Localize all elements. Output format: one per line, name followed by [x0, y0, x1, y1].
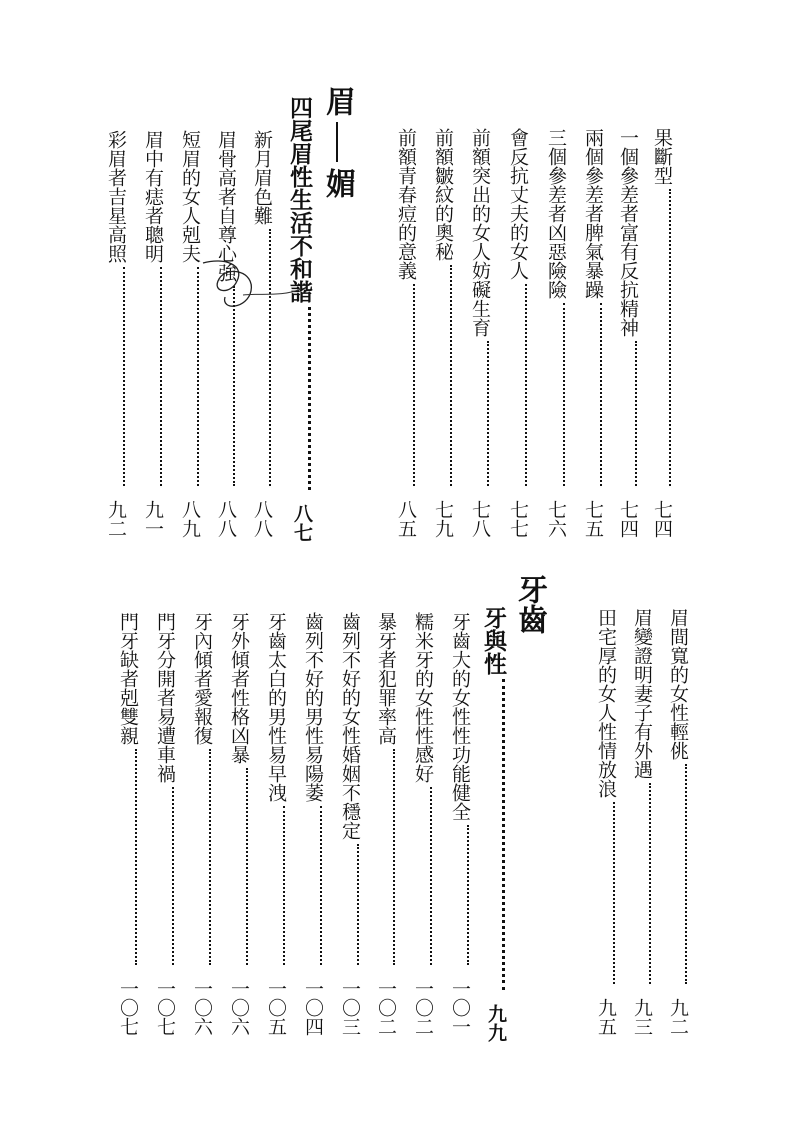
entry-title: 門牙分開者易遭車禍: [154, 612, 176, 783]
page-number: 八八: [251, 500, 273, 538]
title-dash: [336, 122, 338, 162]
page-number: 八八: [215, 500, 237, 538]
dot-leader: [482, 679, 505, 990]
dot-leader: [596, 802, 615, 984]
dot-leader: [266, 806, 285, 965]
entry-title: 牙內傾者愛報復: [191, 612, 213, 745]
page-number: 七九: [432, 500, 454, 538]
toc-entry: [155, 612, 174, 1036]
section-title-sub: 媚: [320, 168, 355, 198]
dot-leader: [216, 286, 235, 486]
page-number: 一〇六: [191, 979, 213, 1036]
page-number: 九二: [667, 998, 689, 1036]
toc-entry: [596, 608, 615, 1036]
dot-leader: [376, 749, 395, 965]
page-number: 一〇二: [412, 979, 434, 1036]
toc-entry: [433, 128, 452, 538]
entry-title: 短眉的女人剋夫: [179, 130, 201, 263]
entry-title: 暴牙者犯罪率高: [375, 612, 397, 745]
page-number: 九五: [595, 998, 617, 1036]
page-number: 九一: [142, 500, 164, 538]
entry-title: 一個參差者富有反抗精神: [617, 128, 639, 337]
entry-title: 牙齒太白的男性易早洩: [265, 612, 287, 802]
entry-title: 門牙缺者剋雙親: [117, 612, 139, 745]
dot-leader: [396, 284, 415, 486]
dot-leader: [668, 764, 687, 984]
entry-title: 眉間寬的女性輕佻: [667, 608, 689, 760]
entry-title: 彩眉者吉星高照: [105, 130, 127, 263]
toc-entry: [618, 128, 637, 538]
toc-entry: [192, 612, 211, 1036]
toc-entry: [266, 612, 285, 1036]
dot-leader: [450, 825, 469, 965]
toc-entry: [376, 612, 395, 1036]
page-number: 一〇七: [117, 979, 139, 1036]
entry-title: 田宅厚的女人性情放浪: [595, 608, 617, 798]
dot-leader: [618, 341, 637, 486]
dot-leader: [229, 768, 248, 965]
toc-entry: [413, 612, 432, 1036]
dot-leader: [192, 749, 211, 965]
section-title-main: 眉: [320, 86, 355, 116]
dot-leader: [413, 787, 432, 965]
page-number: 八五: [395, 500, 417, 538]
section-title: [320, 86, 355, 198]
entry-title: 牙外傾者性格凶暴: [228, 612, 250, 764]
dot-leader: [118, 749, 137, 965]
page-number: 七四: [651, 500, 673, 538]
page-number: 一〇二: [375, 979, 397, 1036]
entry-title: 前額突出的女人妨礙生育: [469, 128, 491, 337]
entry-title: 會反抗丈夫的女人: [507, 128, 529, 280]
entry-title: 眉變證明妻子有外遇: [631, 608, 653, 779]
dot-leader: [583, 303, 602, 486]
page-number: 一〇六: [228, 979, 250, 1036]
dot-leader: [288, 307, 311, 490]
toc-entry: [583, 128, 602, 538]
entry-title: 前額皺紋的奧秘: [432, 128, 454, 261]
dot-leader: [340, 844, 359, 965]
toc-entry: [508, 128, 527, 538]
toc-entry: [118, 612, 137, 1036]
dot-leader: [143, 267, 162, 486]
page-number: 七五: [582, 500, 604, 538]
page-number: 七七: [507, 500, 529, 538]
toc-entry: [252, 130, 271, 538]
page-number: 一〇一: [449, 979, 471, 1036]
entry-title: 眉骨高者自尊心強: [215, 130, 237, 282]
dot-leader: [632, 783, 651, 984]
toc-entry: [106, 130, 125, 538]
page-number: 九九: [485, 1004, 507, 1042]
toc-heading-entry: [482, 606, 505, 1042]
entry-title: 前額青春痘的意義: [395, 128, 417, 280]
page-number: 一〇四: [302, 979, 324, 1036]
toc-entry: [143, 130, 162, 538]
entry-title: 齒列不好的男性易陽萎: [302, 612, 324, 802]
toc-entry: [180, 130, 199, 538]
entry-title: 果斷型: [651, 128, 673, 185]
dot-leader: [470, 341, 489, 486]
section-title-teeth: 牙齒: [512, 574, 547, 634]
page-number: 一〇三: [339, 979, 361, 1036]
page-number: 九二: [105, 500, 127, 538]
toc-heading-entry: [288, 96, 311, 542]
page-number: 一〇七: [154, 979, 176, 1036]
dot-leader: [546, 303, 565, 486]
toc-entry: [470, 128, 489, 538]
page-number: 七六: [545, 500, 567, 538]
entry-title: 牙與性: [480, 606, 507, 675]
entry-title: 牙齒大的女性性功能健全: [449, 612, 471, 821]
dot-leader: [508, 284, 527, 486]
entry-title: 兩個參差者脾氣暴躁: [582, 128, 604, 299]
toc-entry: [340, 612, 359, 1036]
dot-leader: [106, 267, 125, 486]
dot-leader: [155, 787, 174, 965]
toc-entry: [216, 130, 235, 538]
toc-entry: [450, 612, 469, 1036]
entry-title: 四尾眉性生活不和諧: [286, 96, 313, 303]
page-number: 一〇五: [265, 979, 287, 1036]
page-number: 八七: [291, 504, 313, 542]
dot-leader: [180, 267, 199, 486]
page-number: 八九: [179, 500, 201, 538]
toc-entry: [668, 608, 687, 1036]
page-number: 七八: [469, 500, 491, 538]
toc-entry: [652, 128, 671, 538]
entry-title: 糯米牙的女性性感好: [412, 612, 434, 783]
dot-leader: [652, 189, 671, 486]
dot-leader: [303, 806, 322, 965]
page-number: 九三: [631, 998, 653, 1036]
page-number: 七四: [617, 500, 639, 538]
dot-leader: [433, 265, 452, 486]
toc-entry: [632, 608, 651, 1036]
toc-entry: [303, 612, 322, 1036]
toc-entry: [229, 612, 248, 1036]
entry-title: 齒列不好的女性婚姻不穩定: [339, 612, 361, 840]
entry-title: 三個參差者凶惡險險: [545, 128, 567, 299]
dot-leader: [252, 229, 271, 486]
entry-title: 新月眉色難: [251, 130, 273, 225]
entry-title: 眉中有痣者聰明: [142, 130, 164, 263]
toc-entry: [546, 128, 565, 538]
toc-entry: [396, 128, 415, 538]
